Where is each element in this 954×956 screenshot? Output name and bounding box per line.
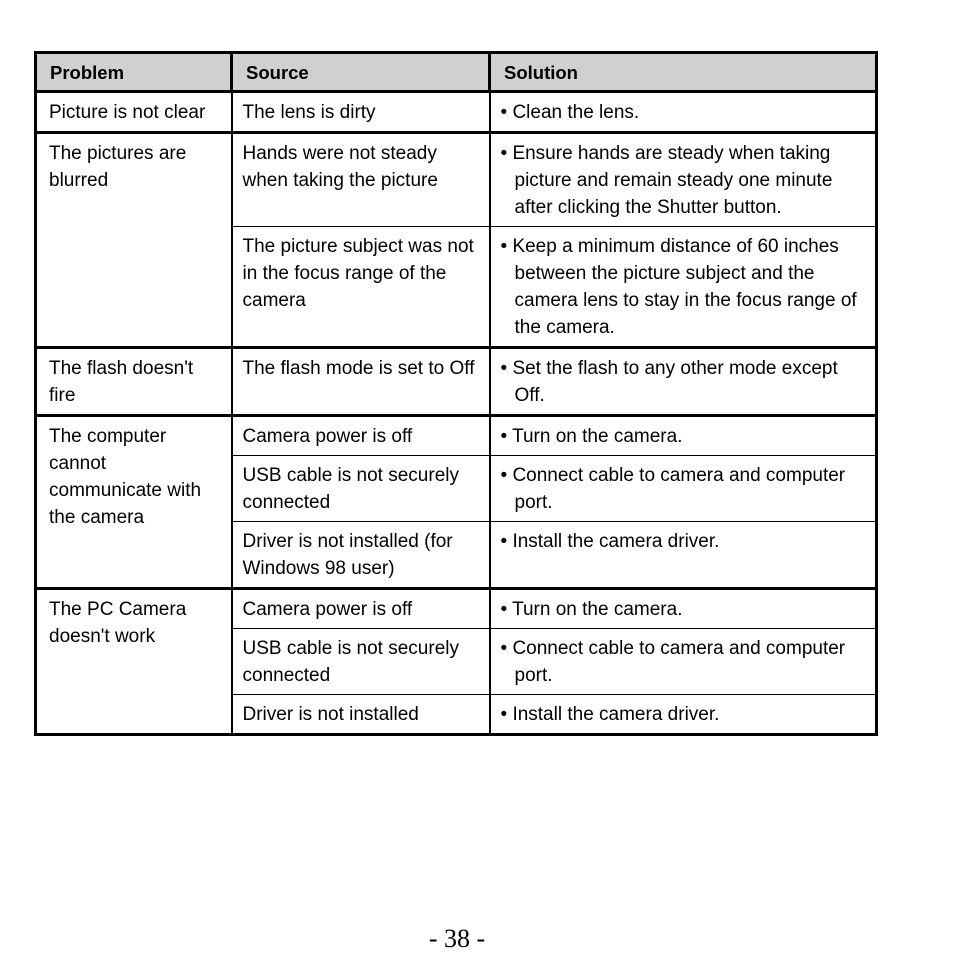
table-row <box>36 133 877 227</box>
solution-cell: • Set the flash to any other mode except Off. <box>490 348 877 416</box>
problem-cell: Picture is not clear <box>36 92 232 133</box>
solution-cell: • Turn on the camera. <box>490 416 877 456</box>
bullet: • <box>500 704 508 725</box>
source-cell: The flash mode is set to Off <box>232 348 490 416</box>
table-row <box>36 589 877 629</box>
table-row <box>36 348 877 416</box>
source-cell: Camera power is off <box>232 416 490 456</box>
solution-cell: • Keep a minimum distance of 60 inches between the picture subject and the camera lens to stay in the focus range of the camera. <box>490 227 877 348</box>
solution-cell: • Install the camera driver. <box>490 695 877 735</box>
source-cell: USB cable is not securely connected <box>232 629 490 695</box>
table-row <box>36 92 877 133</box>
bullet: • <box>500 638 508 659</box>
bullet: • <box>500 465 508 486</box>
source-cell: USB cable is not securely connected <box>232 456 490 522</box>
source-cell: Driver is not installed (for Windows 98 user) <box>232 522 490 589</box>
bullet: • <box>500 143 508 164</box>
solution-cell: • Ensure hands are steady when taking picture and remain steady one minute after clicking the Shutter button. <box>490 133 877 227</box>
troubleshooting-table <box>34 51 878 736</box>
problem-cell: The pictures are blurred <box>36 133 232 348</box>
bullet: • <box>500 531 508 552</box>
header-problem: Problem <box>36 53 232 92</box>
bullet: • <box>500 102 508 123</box>
page-number: - 38 - <box>428 924 486 953</box>
source-cell: The lens is dirty <box>232 92 490 133</box>
table-row <box>36 416 877 456</box>
bullet: • <box>500 358 508 379</box>
source-cell: Hands were not steady when taking the picture <box>232 133 490 227</box>
solution-cell: • Connect cable to camera and computer port. <box>490 629 877 695</box>
bullet: • <box>500 236 508 257</box>
bullet: • <box>500 599 508 620</box>
solution-cell: • Connect cable to camera and computer port. <box>490 456 877 522</box>
problem-cell: The computer cannot communicate with the camera <box>36 416 232 589</box>
solution-cell: • Clean the lens. <box>490 92 877 133</box>
header-source: Source <box>232 53 490 92</box>
solution-cell: • Turn on the camera. <box>490 589 877 629</box>
bullet: • <box>500 426 508 447</box>
source-cell: Driver is not installed <box>232 695 490 735</box>
table-header-row <box>36 53 877 92</box>
problem-cell: The PC Camera doesn't work <box>36 589 232 735</box>
header-solution: Solution <box>490 53 877 92</box>
source-cell: The picture subject was not in the focus range of the camera <box>232 227 490 348</box>
source-cell: Camera power is off <box>232 589 490 629</box>
problem-cell: The flash doesn't fire <box>36 348 232 416</box>
solution-cell: • Install the camera driver. <box>490 522 877 589</box>
